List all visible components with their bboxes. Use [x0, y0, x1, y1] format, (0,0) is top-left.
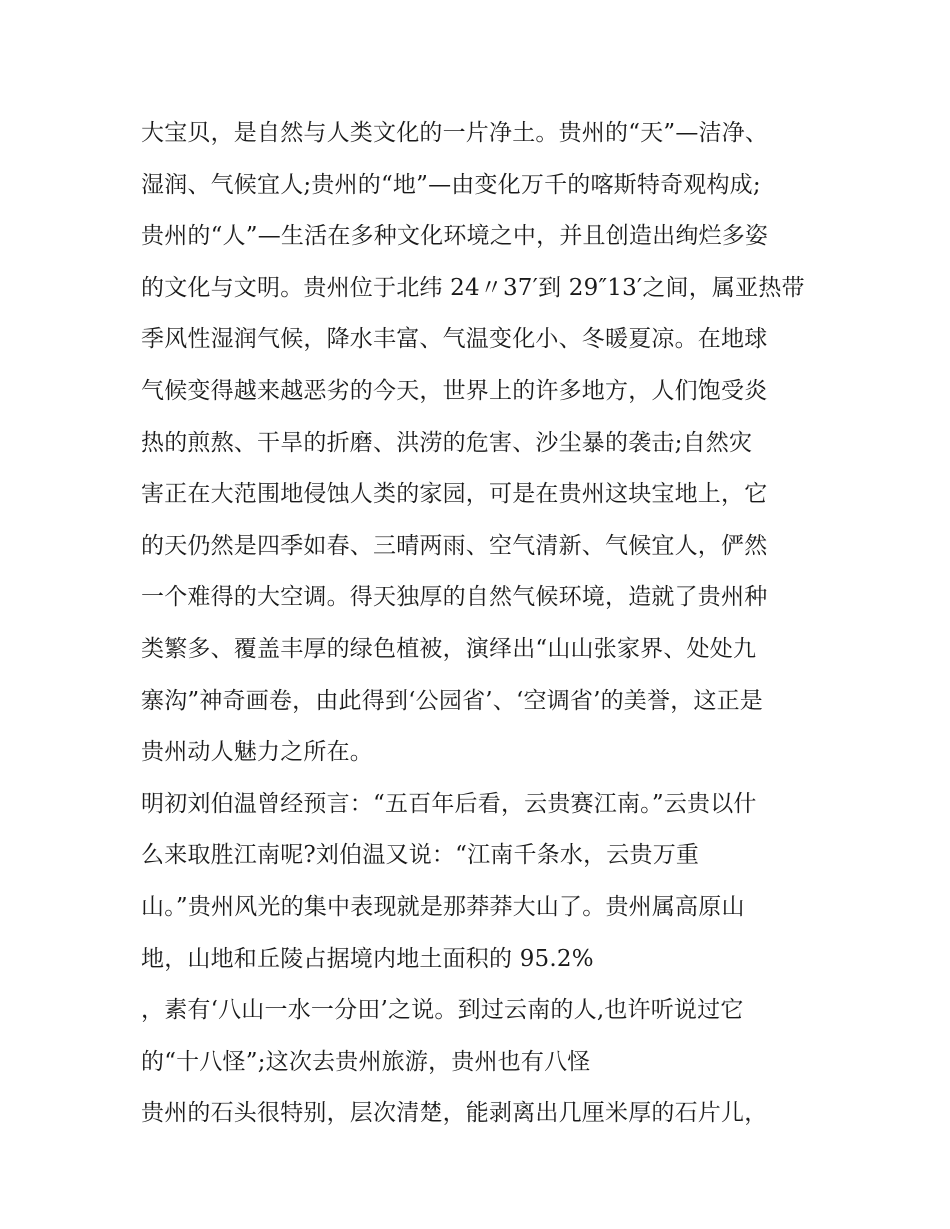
- text-line: 类繁多、覆盖丰厚的绿色植被，演绎出“山山张家界、处处九: [141, 635, 757, 662]
- text-line: 害正在大范围地侵蚀人类的家园，可是在贵州这块宝地上，它: [141, 481, 768, 508]
- text-line: 贵州动人魅力之所在。: [141, 739, 373, 766]
- text-line: 地，山地和丘陵占据境内地土面积的 95.2%: [141, 945, 594, 972]
- text-line: 么来取胜江南呢?刘伯温又说：“江南千条水，云贵万重: [141, 842, 700, 869]
- text-line: 贵州的“人”—生活在多种文化环境之中，并且创造出绚烂多姿: [141, 223, 769, 250]
- body-text: [141, 108, 821, 1140]
- text-line: 季风性湿润气候，降水丰富、气温变化小、冬暖夏凉。在地球: [141, 326, 768, 353]
- text-line: 贵州的石头很特别，层次清楚，能剥离出几厘米厚的石片儿，: [141, 1100, 768, 1127]
- text-line: 的“十八怪”;这次去贵州旅游，贵州也有八怪: [141, 1048, 591, 1075]
- text-line: 明初刘伯温曾经预言：“五百年后看，云贵赛江南。”云贵以什: [141, 790, 757, 817]
- text-line: 湿润、气候宜人;贵州的“地”—由变化万千的喀斯特奇观构成;: [141, 171, 761, 198]
- text-line: 的文化与文明。贵州位于北纬 24〃37′到 29″13′之间，属亚热带: [141, 274, 805, 301]
- text-line: 气候变得越来越恶劣的今天，世界上的许多地方，人们饱受炎: [141, 377, 768, 404]
- text-line: 热的煎熬、干旱的折磨、洪涝的危害、沙尘暴的袭击;自然灾: [141, 429, 753, 456]
- text-line: ，素有‘八山一水一分田’之说。到过云南的人,也许听说过它: [141, 997, 744, 1024]
- text-line: 寨沟”神奇画卷，由此得到‘公园省’、‘空调省’的美誉，这正是: [141, 687, 764, 714]
- text-line: 大宝贝，是自然与人类文化的一片净土。贵州的“天”—洁净、: [141, 120, 769, 146]
- text-line: 山。”贵州风光的集中表现就是那莽莽大山了。贵州属高原山: [141, 893, 745, 920]
- text-line: 一个难得的大空调。得天独厚的自然气候环境，造就了贵州种: [141, 584, 768, 611]
- text-line: 的天仍然是四季如春、三晴两雨、空气清新、气候宜人，俨然: [141, 532, 768, 559]
